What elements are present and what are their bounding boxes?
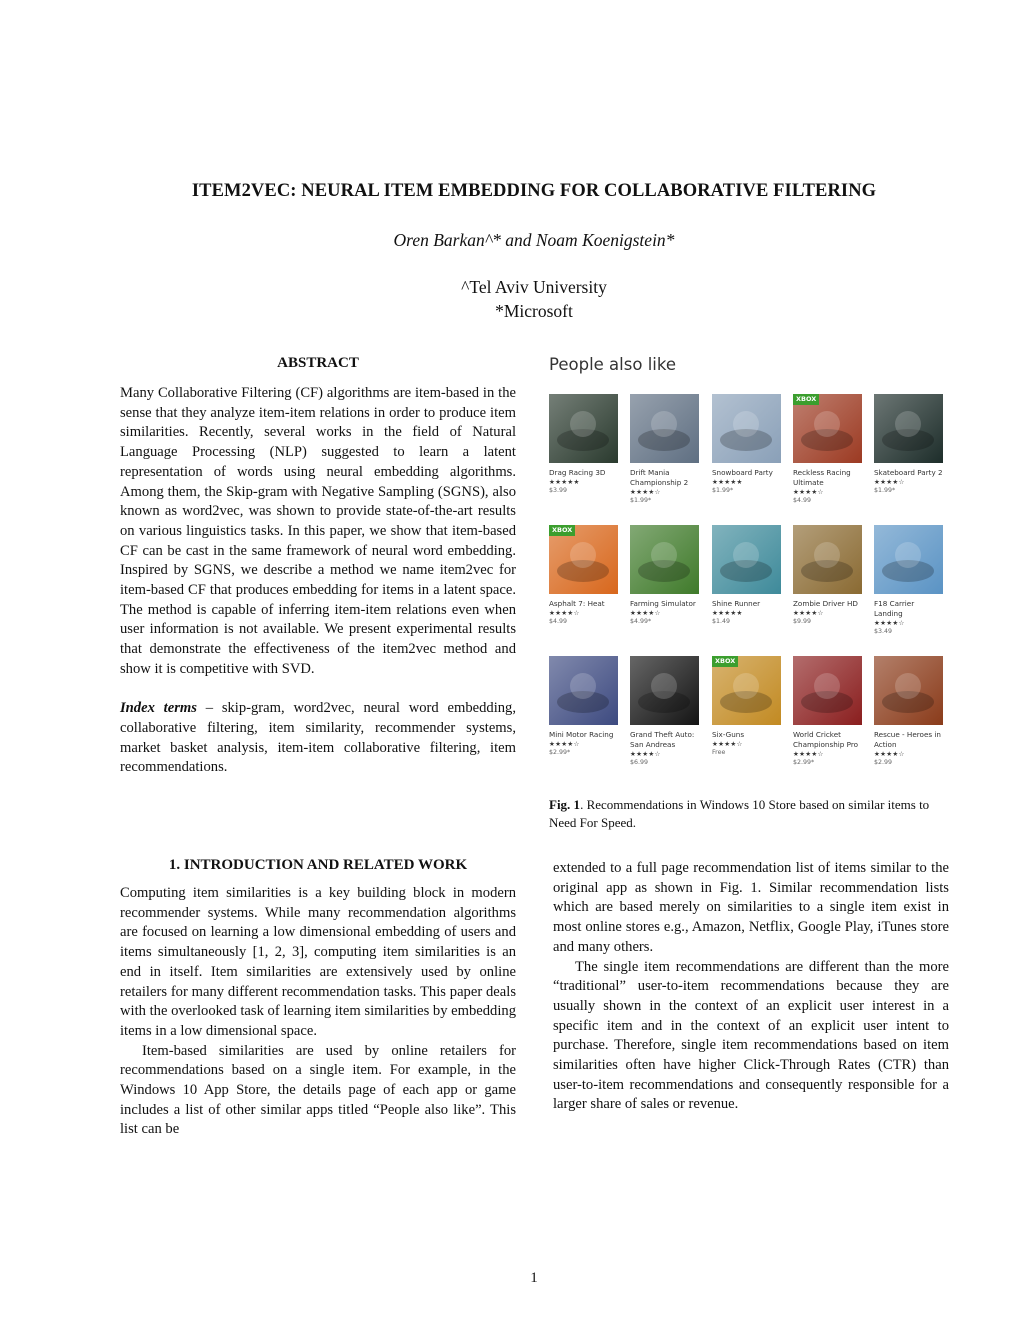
app-name: Grand Theft Auto: San Andreas [630, 730, 695, 749]
app-tile[interactable] [874, 525, 944, 636]
app-price: $2.99* [549, 749, 571, 756]
app-price: $9.99 [793, 618, 812, 625]
app-tile[interactable] [712, 394, 782, 495]
app-rating-stars: ★★★★★ [549, 478, 580, 486]
app-thumbnail[interactable] [630, 656, 699, 725]
app-tile[interactable] [793, 525, 863, 626]
app-name: World Cricket Championship Pro [793, 730, 859, 749]
app-artwork-icon [874, 525, 943, 594]
app-name: Farming Simulator [630, 599, 696, 608]
abstract-body: Many Collaborative Filtering (CF) algorithms are item-based in the sense that they analyze item-item relations in order to produce item similarities. Recently, several works in the field of Natural Language Processing (NLP) suggested to learn a latent representation of words using neural embedding algorithms. Among them, the Skip-gram with Negative Sampling (SGNS), also known as word2vec, was shown to provide state-of-the-art results on various linguistics tasks. In this paper, we show that item-based CF can be cast in the same framework of neural word embedding. Inspired by SGNS, we describe a method we name item2vec for item-based CF that produces embedding for items in a latent space. The method is capable of inferring item-item relations even when user information is not available. We present experimental results that demonstrate the effectiveness of the item2vec method and show it is competitive with SVD. [120, 385, 516, 677]
app-rating-stars: ★★★★☆ [874, 478, 905, 486]
app-tile[interactable] [630, 525, 700, 626]
app-name: Skateboard Party 2 [874, 468, 943, 477]
index-terms-list: – skip-gram, word2vec, neural word embedding, collaborative filtering, item similarity, recommender systems, market basket analysis, item-item collaborative filtering, item recommendations. [120, 700, 516, 776]
xbox-badge: XBOX [793, 394, 819, 405]
figure-people-also-like [549, 352, 949, 792]
app-rating-stars: ★★★★★ [712, 609, 743, 617]
app-name: Rescue - Heroes in Action [874, 730, 941, 749]
app-rating-stars: ★★★★☆ [630, 488, 661, 496]
app-price: $6.99 [630, 759, 649, 766]
app-tile[interactable] [874, 656, 944, 767]
app-name: Drag Racing 3D [549, 468, 606, 477]
app-thumbnail[interactable] [712, 394, 781, 463]
app-rating-stars: ★★★★☆ [549, 740, 580, 748]
app-price: $1.99* [712, 487, 734, 494]
figure-caption-label: Fig. 1 [549, 797, 581, 812]
app-name: Reckless Racing Ultimate [793, 468, 851, 487]
app-price: $4.99* [630, 618, 652, 625]
app-rating-stars: ★★★★☆ [793, 488, 824, 496]
intro-right-column [553, 859, 949, 1115]
app-tile[interactable] [793, 656, 863, 767]
app-price: $1.99* [874, 487, 896, 494]
app-artwork-icon [549, 656, 618, 725]
intro-paragraph-3: extended to a full page recommendation list of items similar to the original app as shown in Fig. 1. Similar recommendation lists which are based merely on similarities to a single item exist in most online stores e.g., Amazon, Netflix, Google Play, iTunes store and many others. [553, 860, 949, 955]
paper-authors: Oren Barkan^* and Noam Koenigstein* [393, 230, 675, 250]
abstract-heading: ABSTRACT [277, 355, 359, 371]
index-terms [120, 699, 516, 778]
app-rating-stars: ★★★★☆ [630, 750, 661, 758]
app-artwork-icon [630, 525, 699, 594]
app-rating-stars: ★★★★☆ [874, 750, 905, 758]
app-name: Zombie Driver HD [793, 599, 858, 608]
app-price: $1.49 [712, 618, 731, 625]
figure-title: People also like [549, 355, 676, 374]
app-tile[interactable] [630, 656, 700, 767]
app-name: F18 Carrier Landing [874, 599, 915, 618]
app-artwork-icon [793, 656, 862, 725]
app-tile[interactable] [630, 394, 700, 505]
xbox-badge: XBOX [712, 656, 738, 667]
app-thumbnail[interactable] [793, 656, 862, 725]
app-thumbnail[interactable] [874, 656, 943, 725]
app-artwork-icon [874, 656, 943, 725]
affiliation-tel-aviv: ^Tel Aviv University [461, 277, 607, 297]
app-artwork-icon [712, 394, 781, 463]
intro-paragraph-2: Item-based similarities are used by online retailers for recommendations based on a single item. For example, in the Windows 10 App Store, the details page of each app or game includes a list of other similar apps titled “People also like”. This list can be [120, 1042, 516, 1138]
app-thumbnail[interactable] [549, 656, 618, 725]
app-price: $4.99 [549, 618, 568, 625]
intro-paragraph-1: Computing item similarities is a key building block in modern recommender systems. While many recommendation algorithms are focused on learning a low dimensional embedding of users and items simultaneously [1, 2, 3], computing item similarities is an end in itself. Item similarities are extensively used by online retailers for many different recommendation tasks. This paper deals with the overlooked task of learning item similarities by embedding items in a low dimensional space. [120, 885, 516, 1039]
app-thumbnail[interactable] [549, 394, 618, 463]
affiliation-microsoft: *Microsoft [495, 301, 573, 321]
app-artwork-icon [874, 394, 943, 463]
app-name: Six-Guns [712, 730, 745, 739]
app-price: $2.99* [793, 759, 815, 766]
app-artwork-icon [793, 525, 862, 594]
app-thumbnail[interactable] [630, 394, 699, 463]
intro-left-column [120, 884, 516, 1140]
app-rating-stars: ★★★★☆ [793, 750, 824, 758]
app-price: $3.99 [549, 487, 568, 494]
app-rating-stars: ★★★★☆ [874, 619, 905, 627]
figure-caption-text: . Recommendations in Windows 10 Store based on similar items to Need For Speed. [549, 797, 930, 830]
paper-title: ITEM2VEC: NEURAL ITEM EMBEDDING FOR COLLABORATIVE FILTERING [191, 181, 877, 201]
app-price: Free [712, 749, 726, 756]
app-thumbnail[interactable] [793, 394, 862, 463]
app-tile[interactable] [549, 656, 619, 757]
app-price: $3.49 [874, 628, 893, 635]
app-tile[interactable] [549, 525, 619, 626]
app-thumbnail[interactable] [793, 525, 862, 594]
app-artwork-icon [712, 525, 781, 594]
app-rating-stars: ★★★★☆ [549, 609, 580, 617]
app-tile[interactable] [712, 525, 782, 626]
app-artwork-icon [630, 656, 699, 725]
app-thumbnail[interactable] [549, 525, 618, 594]
app-artwork-icon [630, 394, 699, 463]
page-number: 1 [530, 1270, 538, 1286]
app-artwork-icon [549, 394, 618, 463]
section-heading-introduction: 1. INTRODUCTION AND RELATED WORK [168, 857, 468, 873]
figure-caption [549, 796, 959, 832]
app-tile[interactable] [549, 394, 619, 495]
app-rating-stars: ★★★★★ [712, 478, 743, 486]
app-tile[interactable] [712, 656, 782, 757]
app-rating-stars: ★★★★☆ [793, 609, 824, 617]
app-thumbnail[interactable] [630, 525, 699, 594]
app-price: $2.99 [874, 759, 893, 766]
app-price: $1.99* [630, 497, 652, 504]
app-tile[interactable] [874, 394, 944, 495]
app-price: $4.99 [793, 497, 812, 504]
app-name: Snowboard Party [712, 468, 773, 477]
index-terms-label: Index terms [120, 700, 197, 717]
xbox-badge: XBOX [549, 525, 575, 536]
app-name: Asphalt 7: Heat [549, 599, 605, 608]
abstract-text [120, 384, 516, 778]
app-rating-stars: ★★★★☆ [630, 609, 661, 617]
app-thumbnail[interactable] [874, 394, 943, 463]
app-rating-stars: ★★★★☆ [712, 740, 743, 748]
app-thumbnail[interactable] [712, 525, 781, 594]
app-name: Drift Mania Championship 2 [630, 468, 689, 487]
app-tile[interactable] [793, 394, 863, 505]
app-thumbnail[interactable] [712, 656, 781, 725]
app-name: Shine Runner [712, 599, 761, 608]
app-name: Mini Motor Racing [549, 730, 614, 739]
app-thumbnail[interactable] [874, 525, 943, 594]
intro-paragraph-4: The single item recommendations are different than the more “traditional” user-to-item recommendations because they are usually shown in the context of an explicit user interest in a specific item and in the context of an explicit user intent to purchase. Therefore, single item recommendations based on item similarities often have higher Click-Through Rates (CTR) than user-to-item recommendations and consequently responsible for a larger share of sales or revenue. [553, 958, 949, 1113]
